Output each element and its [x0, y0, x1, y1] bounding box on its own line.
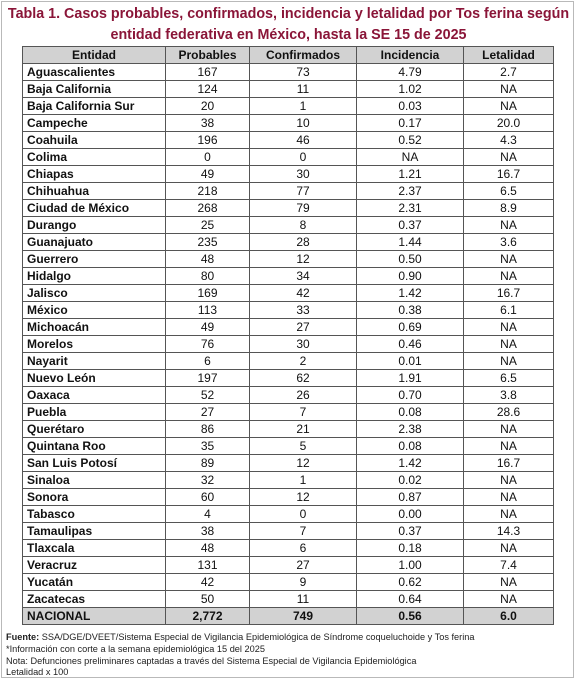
cell-probables: 235	[166, 234, 250, 251]
total-incidencia: 0.56	[357, 608, 464, 625]
cell-letalidad: NA	[464, 353, 554, 370]
cell-incidencia: 1.02	[357, 81, 464, 98]
cell-confirmados: 28	[250, 234, 357, 251]
col-header-probables: Probables	[166, 47, 250, 64]
cell-letalidad: NA	[464, 251, 554, 268]
title-line-1: Tabla 1. Casos probables, confirmados, incidencia y letalidad por Tos ferina según	[7, 6, 570, 22]
cell-confirmados: 0	[250, 149, 357, 166]
col-header-letalidad: Letalidad	[464, 47, 554, 64]
footnote-note: Nota: Defunciones preliminares captadas a través del Sistema Especial de Vigilancia Epidemiológica	[6, 655, 417, 666]
cell-letalidad: NA	[464, 472, 554, 489]
cell-letalidad: NA	[464, 217, 554, 234]
table-row	[23, 336, 554, 353]
cell-confirmados: 0	[250, 506, 357, 523]
cell-entidad: Morelos	[23, 336, 166, 353]
cell-probables: 131	[166, 557, 250, 574]
cell-entidad: Durango	[23, 217, 166, 234]
cell-incidencia: 0.18	[357, 540, 464, 557]
table-body	[23, 64, 554, 608]
cell-probables: 89	[166, 455, 250, 472]
cell-incidencia: 4.79	[357, 64, 464, 81]
table-row	[23, 370, 554, 387]
footnote-cutoff: *Información con corte a la semana epidemiológica 15 del 2025	[6, 643, 265, 654]
cell-letalidad: 16.7	[464, 455, 554, 472]
cell-entidad: Colima	[23, 149, 166, 166]
table-row	[23, 455, 554, 472]
table-row	[23, 251, 554, 268]
cell-confirmados: 10	[250, 115, 357, 132]
table-row	[23, 472, 554, 489]
header-row	[23, 47, 554, 64]
cell-probables: 42	[166, 574, 250, 591]
cell-probables: 86	[166, 421, 250, 438]
table-row	[23, 166, 554, 183]
cell-incidencia: 0.37	[357, 523, 464, 540]
cell-entidad: Querétaro	[23, 421, 166, 438]
table-row	[23, 523, 554, 540]
cell-incidencia: 1.91	[357, 370, 464, 387]
cell-confirmados: 33	[250, 302, 357, 319]
cell-probables: 0	[166, 149, 250, 166]
cell-entidad: Guanajuato	[23, 234, 166, 251]
cell-incidencia: 2.37	[357, 183, 464, 200]
table-row	[23, 353, 554, 370]
cell-confirmados: 30	[250, 166, 357, 183]
cell-letalidad: NA	[464, 81, 554, 98]
table-row	[23, 183, 554, 200]
cell-entidad: Baja California Sur	[23, 98, 166, 115]
cell-probables: 80	[166, 268, 250, 285]
cell-incidencia: 0.01	[357, 353, 464, 370]
cell-probables: 35	[166, 438, 250, 455]
cell-letalidad: 6.1	[464, 302, 554, 319]
footnote-letalidad: Letalidad x 100	[6, 667, 69, 678]
cell-confirmados: 12	[250, 455, 357, 472]
cell-entidad: Ciudad de México	[23, 200, 166, 217]
total-letalidad: 6.0	[464, 608, 554, 625]
cell-confirmados: 42	[250, 285, 357, 302]
cell-letalidad: NA	[464, 98, 554, 115]
table-row	[23, 98, 554, 115]
cell-letalidad: NA	[464, 421, 554, 438]
title-line-2: entidad federativa en México, hasta la SE 15 de 2025	[110, 27, 467, 43]
cell-confirmados: 12	[250, 489, 357, 506]
cell-incidencia: 0.03	[357, 98, 464, 115]
cell-letalidad: NA	[464, 540, 554, 557]
cell-incidencia: 0.69	[357, 319, 464, 336]
cell-entidad: Guerrero	[23, 251, 166, 268]
cell-letalidad: 3.8	[464, 387, 554, 404]
cell-confirmados: 46	[250, 132, 357, 149]
cell-confirmados: 26	[250, 387, 357, 404]
table-row	[23, 234, 554, 251]
table-row	[23, 200, 554, 217]
cell-confirmados: 27	[250, 557, 357, 574]
cell-confirmados: 9	[250, 574, 357, 591]
cell-entidad: San Luis Potosí	[23, 455, 166, 472]
table-row	[23, 540, 554, 557]
cell-entidad: Sonora	[23, 489, 166, 506]
cell-entidad: Veracruz	[23, 557, 166, 574]
cell-confirmados: 6	[250, 540, 357, 557]
cell-incidencia: 0.90	[357, 268, 464, 285]
cell-probables: 38	[166, 523, 250, 540]
cell-probables: 60	[166, 489, 250, 506]
cell-confirmados: 79	[250, 200, 357, 217]
cell-entidad: Chihuahua	[23, 183, 166, 200]
cell-entidad: Oaxaca	[23, 387, 166, 404]
cell-confirmados: 1	[250, 98, 357, 115]
cell-confirmados: 1	[250, 472, 357, 489]
cell-probables: 268	[166, 200, 250, 217]
cell-incidencia: 0.70	[357, 387, 464, 404]
table-row	[23, 285, 554, 302]
col-header-entidad: Entidad	[23, 47, 166, 64]
cell-letalidad: NA	[464, 506, 554, 523]
cell-letalidad: NA	[464, 574, 554, 591]
cell-letalidad: NA	[464, 438, 554, 455]
total-row	[23, 608, 554, 625]
cell-incidencia: 0.87	[357, 489, 464, 506]
cell-entidad: Puebla	[23, 404, 166, 421]
cell-letalidad: NA	[464, 489, 554, 506]
cell-probables: 20	[166, 98, 250, 115]
cell-probables: 197	[166, 370, 250, 387]
cell-entidad: Campeche	[23, 115, 166, 132]
cell-confirmados: 5	[250, 438, 357, 455]
total-entidad: NACIONAL	[23, 608, 166, 625]
cell-letalidad: 16.7	[464, 166, 554, 183]
cell-confirmados: 34	[250, 268, 357, 285]
cell-entidad: Hidalgo	[23, 268, 166, 285]
total-confirmados: 749	[250, 608, 357, 625]
cell-incidencia: 0.50	[357, 251, 464, 268]
table-row	[23, 302, 554, 319]
cell-letalidad: NA	[464, 319, 554, 336]
cell-probables: 32	[166, 472, 250, 489]
cell-probables: 27	[166, 404, 250, 421]
cell-confirmados: 73	[250, 64, 357, 81]
cell-entidad: Quintana Roo	[23, 438, 166, 455]
cell-entidad: Sinaloa	[23, 472, 166, 489]
cell-probables: 48	[166, 540, 250, 557]
cell-probables: 113	[166, 302, 250, 319]
cell-incidencia: 0.62	[357, 574, 464, 591]
cell-entidad: Baja California	[23, 81, 166, 98]
cell-incidencia: 2.31	[357, 200, 464, 217]
cell-confirmados: 21	[250, 421, 357, 438]
cell-incidencia: 1.42	[357, 455, 464, 472]
cell-incidencia: 0.02	[357, 472, 464, 489]
cell-letalidad: 3.6	[464, 234, 554, 251]
cell-incidencia: NA	[357, 149, 464, 166]
cell-probables: 49	[166, 166, 250, 183]
cell-entidad: Zacatecas	[23, 591, 166, 608]
cell-probables: 218	[166, 183, 250, 200]
cell-probables: 169	[166, 285, 250, 302]
table-row	[23, 489, 554, 506]
cell-letalidad: NA	[464, 268, 554, 285]
cell-confirmados: 27	[250, 319, 357, 336]
cell-letalidad: 6.5	[464, 370, 554, 387]
cell-confirmados: 30	[250, 336, 357, 353]
cell-incidencia: 1.21	[357, 166, 464, 183]
cell-confirmados: 8	[250, 217, 357, 234]
cell-incidencia: 0.46	[357, 336, 464, 353]
cell-letalidad: 2.7	[464, 64, 554, 81]
cell-letalidad: 8.9	[464, 200, 554, 217]
table-row	[23, 438, 554, 455]
cell-confirmados: 7	[250, 404, 357, 421]
table-row	[23, 506, 554, 523]
table-row	[23, 557, 554, 574]
table-row	[23, 591, 554, 608]
table-row	[23, 387, 554, 404]
cell-incidencia: 0.37	[357, 217, 464, 234]
cell-incidencia: 0.08	[357, 404, 464, 421]
cell-letalidad: 28.6	[464, 404, 554, 421]
cell-probables: 6	[166, 353, 250, 370]
table-row	[23, 64, 554, 81]
cell-probables: 124	[166, 81, 250, 98]
footnotes	[6, 632, 474, 679]
cell-probables: 4	[166, 506, 250, 523]
cell-probables: 25	[166, 217, 250, 234]
cell-confirmados: 12	[250, 251, 357, 268]
source-text: SSA/DGE/DVEET/Sistema Especial de Vigilancia Epidemiológica de Síndrome coqueluchoide y Tos ferina	[39, 632, 475, 642]
cell-letalidad: NA	[464, 336, 554, 353]
cell-letalidad: 14.3	[464, 523, 554, 540]
cell-letalidad: NA	[464, 149, 554, 166]
cell-incidencia: 0.38	[357, 302, 464, 319]
cell-incidencia: 0.17	[357, 115, 464, 132]
cell-probables: 38	[166, 115, 250, 132]
cell-letalidad: 7.4	[464, 557, 554, 574]
cell-entidad: Nayarit	[23, 353, 166, 370]
cell-entidad: Michoacán	[23, 319, 166, 336]
cell-entidad: Tamaulipas	[23, 523, 166, 540]
cell-incidencia: 2.38	[357, 421, 464, 438]
cell-incidencia: 1.42	[357, 285, 464, 302]
table-row	[23, 81, 554, 98]
data-table	[22, 46, 554, 625]
cell-incidencia: 0.00	[357, 506, 464, 523]
cell-probables: 76	[166, 336, 250, 353]
cell-probables: 48	[166, 251, 250, 268]
cell-probables: 50	[166, 591, 250, 608]
cell-entidad: Jalisco	[23, 285, 166, 302]
cell-letalidad: NA	[464, 591, 554, 608]
table-row	[23, 574, 554, 591]
cell-incidencia: 0.52	[357, 132, 464, 149]
cell-entidad: Yucatán	[23, 574, 166, 591]
cell-letalidad: 20.0	[464, 115, 554, 132]
cell-entidad: Tabasco	[23, 506, 166, 523]
cell-confirmados: 7	[250, 523, 357, 540]
table-row	[23, 268, 554, 285]
table-row	[23, 149, 554, 166]
source-label: Fuente:	[6, 632, 40, 642]
cell-confirmados: 11	[250, 591, 357, 608]
cell-entidad: Tlaxcala	[23, 540, 166, 557]
table-row	[23, 404, 554, 421]
cell-entidad: México	[23, 302, 166, 319]
col-header-confirmados: Confirmados	[250, 47, 357, 64]
cell-letalidad: 4.3	[464, 132, 554, 149]
cell-confirmados: 62	[250, 370, 357, 387]
col-header-incidencia: Incidencia	[357, 47, 464, 64]
cell-letalidad: 6.5	[464, 183, 554, 200]
cell-letalidad: 16.7	[464, 285, 554, 302]
cell-entidad: Coahuila	[23, 132, 166, 149]
cell-incidencia: 0.64	[357, 591, 464, 608]
cell-confirmados: 77	[250, 183, 357, 200]
cell-incidencia: 0.08	[357, 438, 464, 455]
table-row	[23, 132, 554, 149]
cell-confirmados: 11	[250, 81, 357, 98]
table-title	[0, 4, 577, 46]
cell-probables: 49	[166, 319, 250, 336]
table-row	[23, 217, 554, 234]
cell-entidad: Chiapas	[23, 166, 166, 183]
cell-confirmados: 2	[250, 353, 357, 370]
table-row	[23, 115, 554, 132]
cell-incidencia: 1.44	[357, 234, 464, 251]
table-row	[23, 421, 554, 438]
cell-incidencia: 1.00	[357, 557, 464, 574]
footnote-source	[6, 632, 474, 644]
cell-probables: 167	[166, 64, 250, 81]
cell-probables: 52	[166, 387, 250, 404]
cell-entidad: Aguascalientes	[23, 64, 166, 81]
total-probables: 2,772	[166, 608, 250, 625]
cell-entidad: Nuevo León	[23, 370, 166, 387]
cell-probables: 196	[166, 132, 250, 149]
table-row	[23, 319, 554, 336]
